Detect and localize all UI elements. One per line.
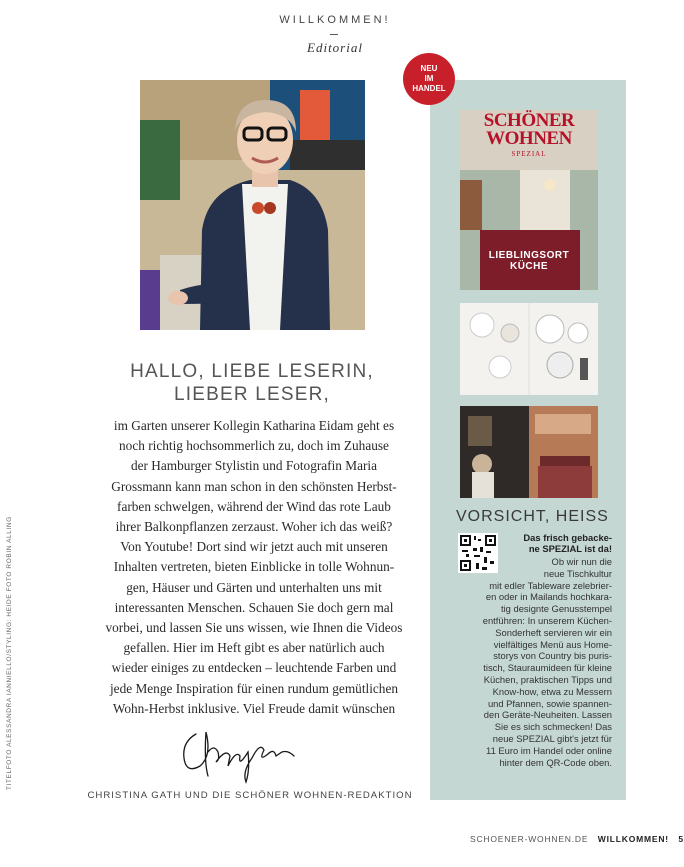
magazine-cover[interactable]: [460, 110, 598, 290]
badge-line: IM: [424, 74, 434, 83]
sidebar-text-line: tig designte Genusstempel: [500, 603, 612, 615]
section-label: Editorial: [307, 40, 363, 55]
editorial-headline: [112, 360, 392, 406]
sidebar-text-line: hinter dem QR-Code oben.: [499, 756, 612, 768]
sidebar-text-line: en oder in Mailands hochkara-: [485, 591, 612, 603]
new-badge: [403, 53, 455, 105]
cover-logo-line: SCHÖNER: [483, 110, 575, 131]
badge-line: HANDEL: [412, 84, 446, 93]
cover-title-line: LIEBLINGSORT: [488, 250, 570, 261]
sidebar-text: [452, 556, 612, 768]
editorial-body: [104, 416, 404, 719]
body-line: gefallen. Hier im Heft gibt es aber natürlich auch: [123, 640, 385, 656]
body-line: vorbei, und lassen Sie uns wissen, wie Ihnen die Videos: [105, 620, 403, 636]
body-line: der Hamburger Stylistin und Fotografin Maria: [130, 458, 378, 474]
sidebar-heading: VORSICHT, HEISS: [456, 508, 609, 525]
body-line: im Garten unserer Kollegin Katharina Eidam geht es: [113, 418, 395, 433]
body-line: jede Menge Inspiration für einen rundum gemütlichen: [109, 680, 398, 696]
sidebar-text-line: entführen: In unserem Küchen-: [482, 614, 612, 626]
headline-line: HALLO, LIEBE LESERIN,: [130, 361, 374, 382]
magazine-spread-tableware: [460, 303, 598, 395]
section-kicker: WILLKOMMEN!: [279, 14, 391, 26]
body-line: farben schwelgen, während der Wind das rote Laub: [117, 498, 391, 514]
magazine-spread-interior: [460, 406, 598, 498]
sidebar-text-line: Ob wir nun die: [551, 556, 612, 567]
divider: [330, 34, 338, 35]
editor-portrait: [140, 80, 365, 330]
cover-logo-line: WOHNEN: [486, 128, 572, 149]
sidebar-text-line: den Geräte-Neuheiten. Lassen: [483, 709, 612, 721]
sidebar-text-line: neue Tischkultur: [543, 567, 612, 579]
body-line: gen, Häuser und Gärten und unterhalten uns mit: [126, 579, 382, 595]
sidebar-text-line: Küchen, praktischen Tipps und: [483, 673, 612, 685]
sidebar-text-line: und Pfannen, sowie spannen-: [487, 697, 612, 709]
body-line: Wohn-Herbst inklusive. Viel Freude damit wünschen: [112, 700, 396, 716]
footer-section: WILLKOMMEN!: [597, 834, 669, 844]
sidebar-text-line: storys von Country bis puris-: [493, 650, 612, 662]
sidebar-text-line: Sonderheft servieren wir ein: [495, 626, 612, 638]
body-line: wieder einiges zu entdecken – leuchtende Farben und: [111, 660, 397, 676]
handwritten-signature: [178, 722, 298, 786]
headline-line: LIEBER LESER,: [173, 384, 331, 405]
photo-credit: [6, 516, 16, 790]
sidebar-text-line: mit edler Tableware zelebrier-: [489, 579, 612, 591]
sidebar-text-line: vielfältiges Menü aus Home-: [493, 638, 612, 650]
body-line: Von Youtube! Dort sind wir jetzt auch mit unseren: [120, 539, 388, 555]
lead-line: ne SPEZIAL ist da!: [528, 543, 612, 555]
page-number: 5: [678, 834, 684, 844]
sidebar-text-line: neue SPEZIAL gibt's jetzt für: [492, 732, 612, 744]
page-footer: [470, 834, 684, 844]
photo-credit-text: TITELFOTO ALESSANDRA IANNIELLO/STYLING: HEIDE FOTO ROBIN ALLING: [6, 516, 13, 790]
body-line: Inhalten vertreten, bieten Einblicke in tolle Wohnun-: [113, 559, 395, 575]
signoff: CHRISTINA GATH UND DIE SCHÖNER WOHNEN-REDAKTION: [87, 790, 413, 801]
sidebar-text-line: tisch, Stauraumideen für kleine: [483, 662, 612, 674]
sidebar-text-line: Sie es sich schmecken! Das: [494, 721, 612, 733]
body-line: Grossmann kann man schon in den schönsten Herbst-: [111, 478, 397, 494]
badge-line: NEU: [420, 64, 438, 73]
cover-title: [470, 250, 588, 272]
sidebar-text-line: 11 Euro im Handel oder online: [486, 744, 612, 756]
cover-title-line: KÜCHE: [509, 261, 549, 272]
body-line: noch richtig hochsommerlich zu, doch im Zuhause: [119, 438, 389, 454]
body-line: interessanten Menschen. Schauen Sie doch gern mal: [114, 599, 394, 615]
sidebar-lead: [502, 532, 612, 554]
sidebar-text-line: Know-how, etwa zu Messern: [492, 685, 612, 697]
cover-logo: [464, 112, 594, 148]
lead-line: Das frisch gebacke-: [523, 532, 612, 543]
cover-subtitle: SPEZIAL: [511, 150, 547, 158]
body-line: ihrer Balkonpflanzen zerzaust. Woher ich das weiß?: [115, 519, 393, 535]
footer-site[interactable]: SCHOENER-WOHNEN.DE: [470, 834, 589, 844]
